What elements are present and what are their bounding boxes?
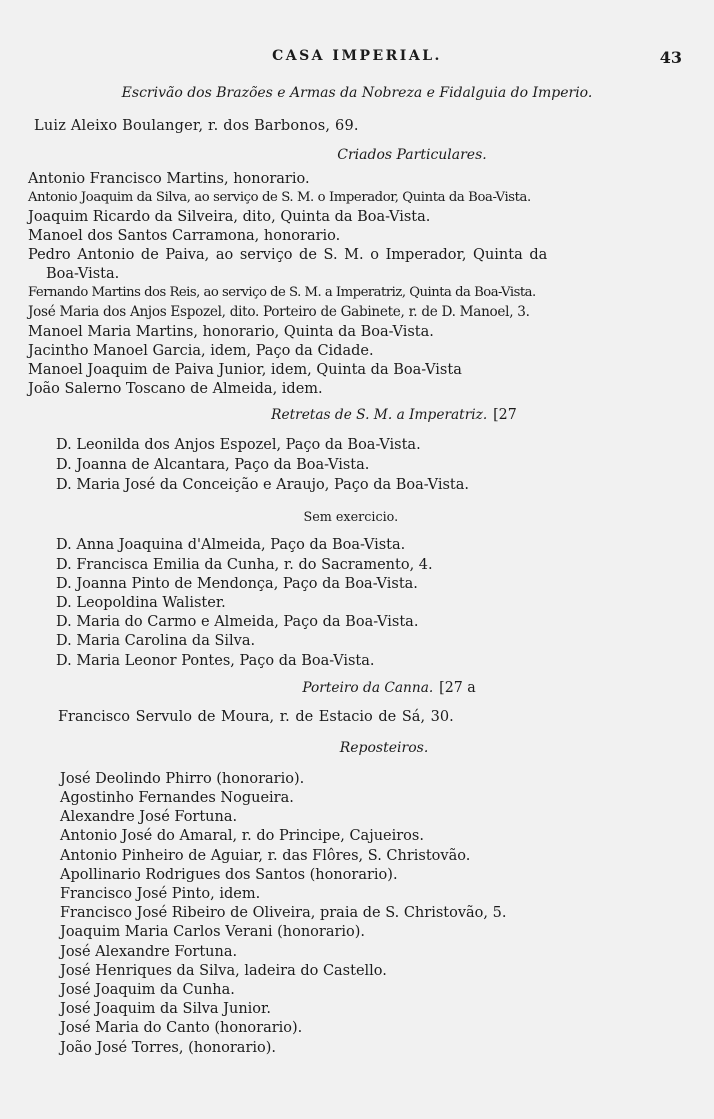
entry-line: José Deolindo Phirro (honorario).	[60, 771, 305, 787]
entry-line: Manoel dos Santos Carramona, honorario.	[28, 228, 341, 244]
entry-line: Antonio Pinheiro de Aguiar, r. das Flôres, S. Christovão.	[60, 848, 471, 864]
entry-line: Apollinario Rodrigues dos Santos (honorario).	[60, 867, 398, 883]
entry-line: D. Leonilda dos Anjos Espozel, Paço da Boa-Vista.	[56, 437, 421, 453]
entry-line: Antonio Joaquim da Silva, ao serviço de S. M. o Imperador, Quinta da Boa-Vista.	[28, 190, 531, 205]
entry-line: Joaquim Maria Carlos Verani (honorario).	[60, 924, 366, 940]
entry-line: Alexandre José Fortuna.	[60, 809, 238, 825]
entry-line: Luiz Aleixo Boulanger, r. dos Barbonos, 69.	[34, 118, 359, 134]
entry-line: Francisco José Ribeiro de Oliveira, praia de S. Christovão, 5.	[60, 905, 507, 921]
section-heading-retretas: Retretas de S. M. a Imperatriz.	[271, 407, 488, 423]
entry-line: José Maria dos Anjos Espozel, dito. Porteiro de Gabinete, r. de D. Manoel, 3.	[28, 304, 530, 320]
entry-line: D. Maria Leonor Pontes, Paço da Boa-Vista.	[56, 653, 375, 669]
entry-line: D. Maria José da Conceição e Araujo, Paço da Boa-Vista.	[56, 477, 469, 493]
entry-line: Boa-Vista.	[46, 266, 120, 282]
entry-line: D. Maria do Carmo e Almeida, Paço da Boa-Vista.	[56, 614, 419, 630]
bracket-note: [27	[493, 407, 517, 423]
bracket-note: [27 a	[439, 680, 476, 696]
entry-line: João Salerno Toscano de Almeida, idem.	[28, 381, 323, 397]
section-heading-porteiro: Porteiro da Canna.	[302, 680, 434, 696]
entry-line: Antonio José do Amaral, r. do Principe, Cajueiros.	[60, 828, 424, 844]
entry-line: José Joaquim da Cunha.	[60, 982, 235, 998]
entry-line: João José Torres, (honorario).	[60, 1040, 277, 1056]
section-heading-porteiro-row	[0, 678, 700, 698]
entry-line: D. Maria Carolina da Silva.	[56, 633, 256, 649]
entry-line: Manoel Joaquim de Paiva Junior, idem, Quinta da Boa-Vista	[28, 362, 462, 378]
section-heading-reposteiros: Reposteiros.	[339, 740, 429, 756]
entry-line: Francisco Servulo de Moura, r. de Estacio de Sá, 30.	[58, 709, 454, 725]
page-number: 43	[659, 48, 682, 67]
entry-line: Agostinho Fernandes Nogueira.	[60, 790, 294, 806]
entry-line: José Henriques da Silva, ladeira do Castello.	[60, 963, 387, 979]
section-heading-criados: Criados Particulares.	[337, 147, 487, 163]
entry-line: Jacintho Manoel Garcia, idem, Paço da Cidade.	[28, 343, 374, 359]
entry-line: D. Leopoldina Walister.	[56, 595, 226, 611]
entry-line: José Alexandre Fortuna.	[60, 944, 238, 960]
entry-line: Francisco José Pinto, idem.	[60, 886, 261, 902]
entry-line: José Joaquim da Silva Junior.	[60, 1001, 271, 1017]
section-heading-escrivao: Escrivão dos Brazões e Armas da Nobreza e Fidalguia do Imperio.	[121, 85, 593, 101]
entry-line: Fernando Martins dos Reis, ao serviço de S. M. a Imperatriz, Quinta da Boa-Vista.	[28, 285, 536, 300]
section-heading-sem-exercicio: Sem exercicio.	[303, 510, 399, 525]
entry-line: Joaquim Ricardo da Silveira, dito, Quinta da Boa-Vista.	[28, 209, 431, 225]
entry-line: Pedro Antonio de Paiva, ao serviço de S. M. o Imperador, Quinta da	[28, 247, 548, 263]
entry-line: Manoel Maria Martins, honorario, Quinta da Boa-Vista.	[28, 324, 434, 340]
entry-line: D. Joanna de Alcantara, Paço da Boa-Vista.	[56, 457, 370, 473]
entry-line: D. Anna Joaquina d'Almeida, Paço da Boa-Vista.	[56, 537, 406, 553]
section-heading-retretas-row	[0, 405, 700, 425]
entry-line: José Maria do Canto (honorario).	[60, 1020, 303, 1036]
entry-line: D. Joanna Pinto de Mendonça, Paço da Boa-Vista.	[56, 576, 418, 592]
page-header	[0, 48, 714, 72]
entry-line: Antonio Francisco Martins, honorario.	[28, 171, 310, 187]
running-title: CASA IMPERIAL.	[272, 48, 442, 64]
entry-line: D. Francisca Emilia da Cunha, r. do Sacramento, 4.	[56, 557, 433, 573]
